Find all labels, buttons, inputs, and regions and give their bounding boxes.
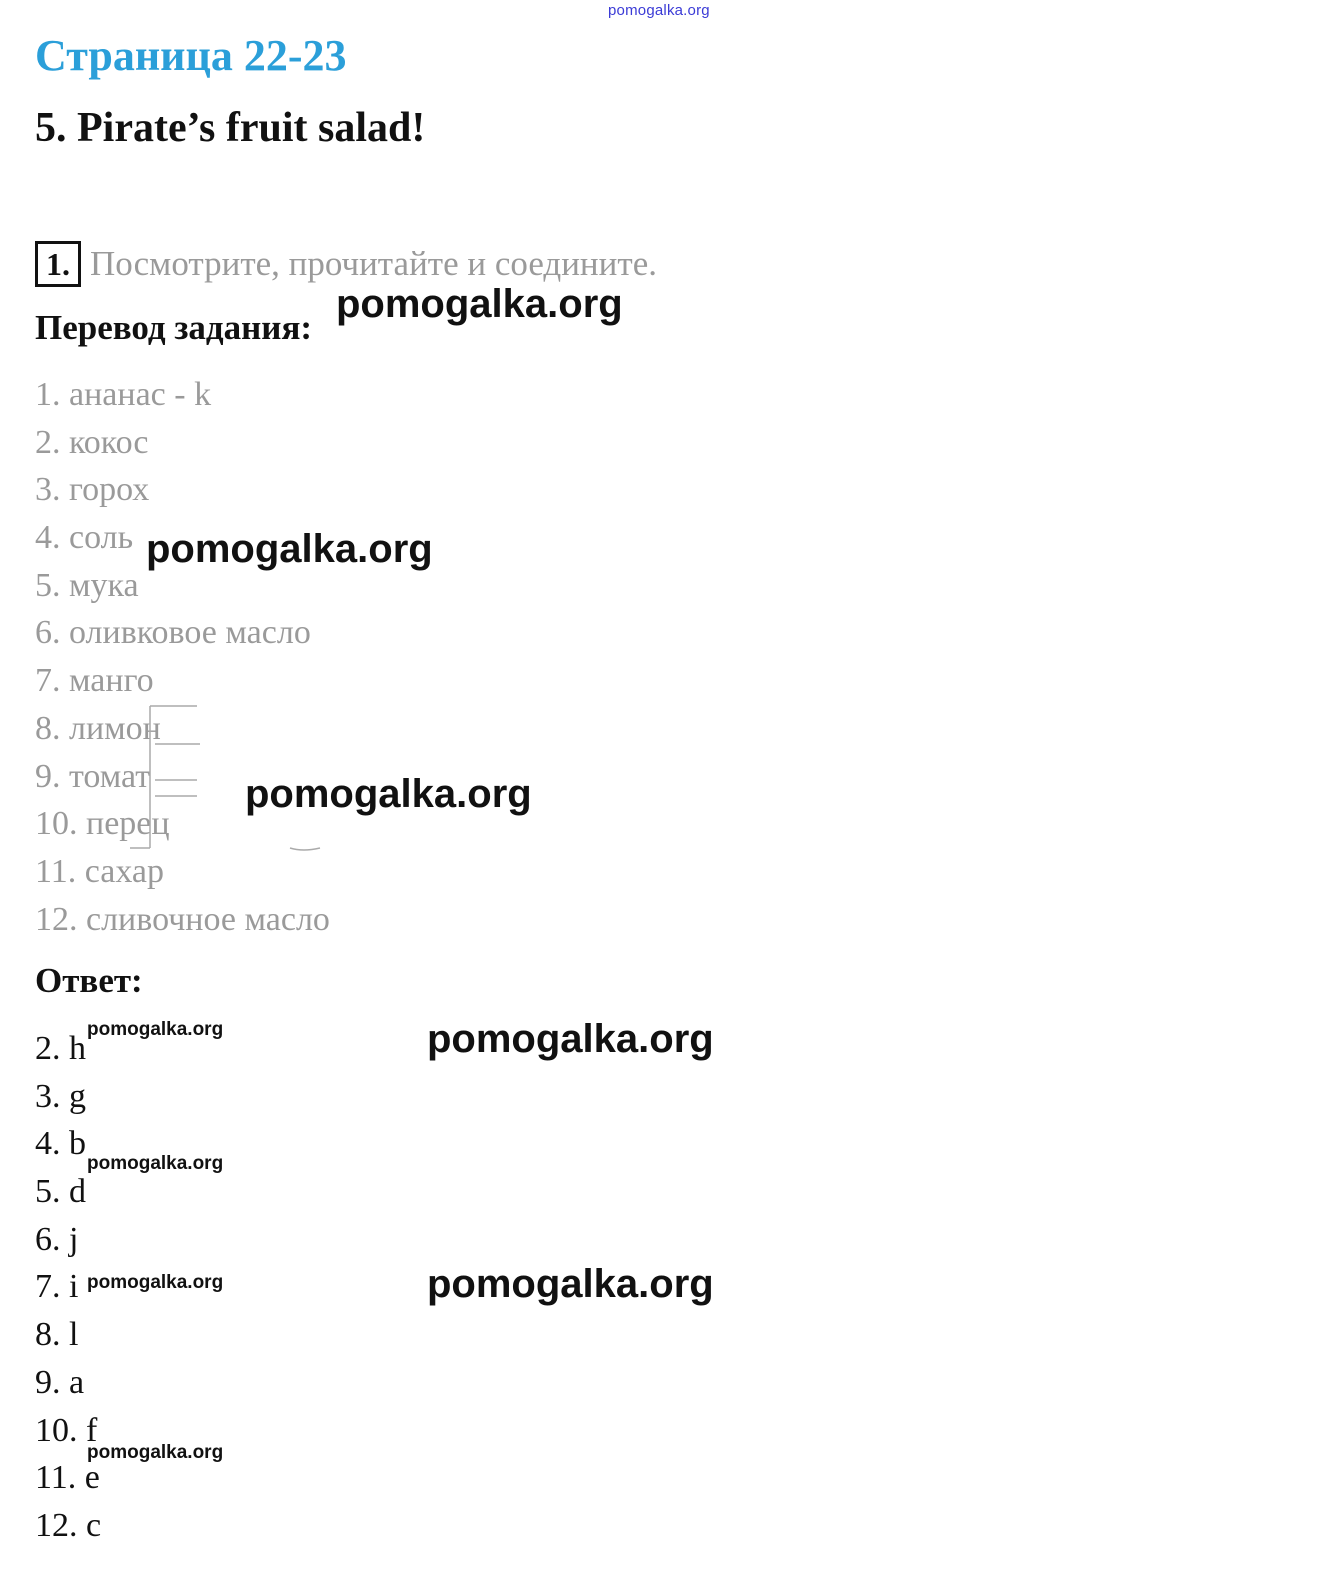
translation-item: 4. соль xyxy=(35,519,134,557)
answer-item: 4. b xyxy=(35,1125,86,1163)
answer-item: 10. f xyxy=(35,1411,98,1449)
answer-item: 2. h xyxy=(35,1030,86,1067)
top-watermark: pomogalka.org xyxy=(608,2,710,19)
answer-item: 5. d xyxy=(35,1173,86,1211)
watermark-text: pomogalka.org xyxy=(336,282,623,326)
translation-label: Перевод задания: xyxy=(35,308,313,347)
translation-item: 12. сливочное масло xyxy=(35,900,330,938)
answer-label: Ответ: xyxy=(35,961,143,1000)
watermark-text: pomogalka.org xyxy=(87,1272,224,1293)
watermark-text: pomogalka.org xyxy=(87,1153,224,1174)
translation-item: 9. томат xyxy=(35,757,151,795)
watermark-text: pomogalka.org xyxy=(87,1442,224,1463)
translation-item: 5. мука xyxy=(35,566,139,604)
translation-item: 7. манго xyxy=(35,662,154,700)
answer-item: 12. c xyxy=(35,1506,102,1544)
page-heading: Страница 22-23 xyxy=(35,31,347,80)
answer-item: 11. e xyxy=(35,1459,100,1497)
lesson-title: 5. Pirate’s fruit salad! xyxy=(35,105,426,151)
translation-item: 3. горох xyxy=(35,471,150,509)
task-line xyxy=(35,241,657,287)
watermark-text: pomogalka.org xyxy=(427,1262,714,1306)
task-number-box: 1. xyxy=(35,241,81,287)
translation-item: 1. ананас - k xyxy=(35,376,212,413)
watermark-text: pomogalka.org xyxy=(87,1019,224,1040)
watermark-text: pomogalka.org xyxy=(245,772,532,816)
answer-item: 7. i xyxy=(35,1268,79,1306)
translation-item: 6. оливковое масло xyxy=(35,614,311,652)
answer-item: 6. j xyxy=(35,1220,79,1258)
watermark-text: pomogalka.org xyxy=(146,527,433,571)
task-instruction: Посмотрите, прочитайте и соедините. xyxy=(90,244,657,283)
translation-item: 11. сахар xyxy=(35,852,164,890)
watermark-text: pomogalka.org xyxy=(427,1017,714,1061)
answer-item: 3. g xyxy=(35,1077,86,1115)
answer-item: 9. a xyxy=(35,1363,85,1401)
answer-item: 8. l xyxy=(35,1316,79,1354)
translation-item: 10. перец xyxy=(35,805,170,843)
translation-item: 2. кокос xyxy=(35,423,149,461)
translation-item: 8. лимон xyxy=(35,709,161,747)
translation-list xyxy=(35,371,330,943)
